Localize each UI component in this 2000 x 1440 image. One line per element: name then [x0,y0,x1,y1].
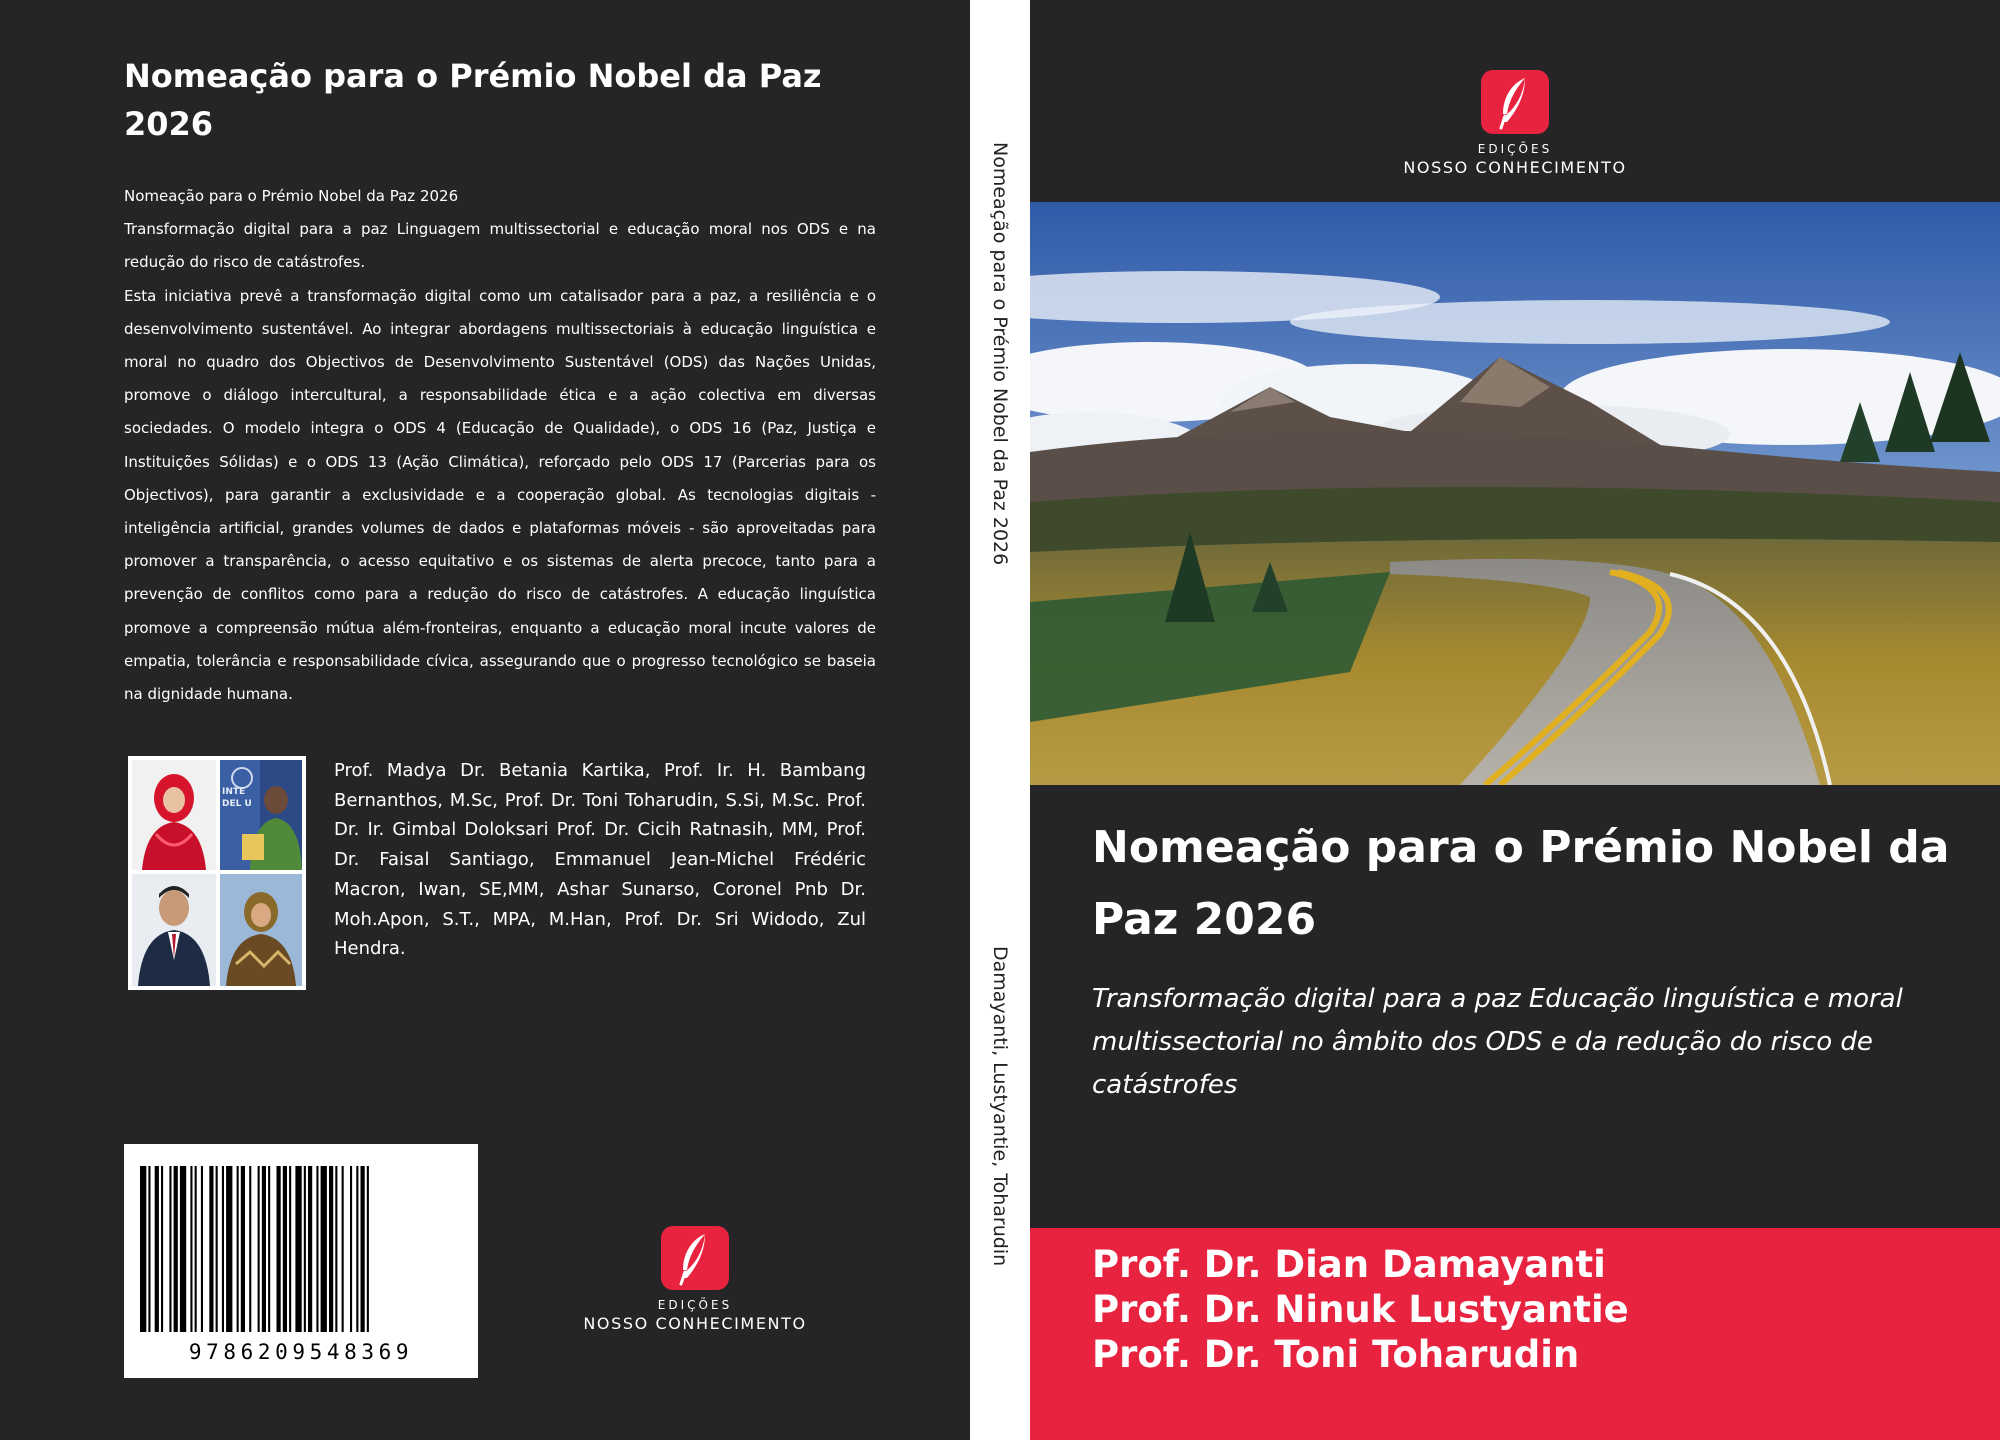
back-cover-author-list: Prof. Madya Dr. Betania Kartika, Prof. Ir. H. Bambang Bernanthos, M.Sc, Prof. Dr. Toni Toharudin, S.Si, M.Sc. Prof. Dr. Ir. Gimbal Doloksari Prof. Dr. Cicih Ratnasih, MM, Prof. Dr. Faisal Santiago, Emmanuel Jean-Michel Frédéric Macron, Iwan, SE,MM, Ashar Sunarso, Coronel Pnb Dr. Moh.Apon, S.T., MPA, M.Han, Prof. Dr. Sri Widodo, Zul Hendra. [334,760,866,960]
barcode-bar [258,1166,260,1332]
back-cover-blurb [124,180,876,711]
barcode-bar [342,1166,344,1332]
back-cover [0,0,970,1440]
feather-icon [661,1226,729,1290]
blurb-paragraph: Transformação digital para a paz Linguagem multissectorial e educação moral nos ODS e na redução do risco de catástrofes. [124,220,876,272]
publisher-logo-front [1370,70,1660,177]
barcode-bar [169,1166,171,1332]
blurb-paragraph: Esta iniciativa prevê a transformação digital como um catalisador para a paz, a resiliência e o desenvolvimento sustentável. Ao integrar abordagens multissectoriais à educação linguística e moral no quadro dos Objectivos de Desenvolvimento Sustentável (ODS) das Nações Unidas, promove o diálogo intercultural, a responsabilidade ética e a ação colectiva em diversas sociedades. O modelo integra o ODS 4 (Educação de Qualidade), o ODS 16 (Paz, Justiça e Instituições Sólidas) e o ODS 13 (Ação Climática), reforçado pelo ODS 17 (Parcerias para os Objectivos), para garantir a exclusividade e a cooperação global. As tecnologias digitais - inteligência artificial, grandes volumes de dados e plataformas móveis - são aproveitadas para promover a transparência, o acesso equitativo e os sistemas de alerta precoce, tanto para a prevenção de conflitos como para a redução do risco de catástrofes. A educação linguística promove a compreensão mútua além-fronteiras, enquanto a educação moral incute valores de empatia, tolerância e responsabilidade cívica, assegurando que o progresso tecnológico se baseia na dignidade humana. [124,286,876,704]
authors-band [1030,1228,2000,1440]
photo-inset-caption: INTE DEL U [222,787,252,809]
spine-authors: Damayanti, Lustyantie, Toharudin [989,946,1011,1267]
barcode-bar [356,1166,358,1332]
barcode-bar [155,1166,159,1332]
barcode-bar [148,1166,150,1332]
barcode-bar [289,1166,291,1332]
barcode-bar [249,1166,251,1332]
front-cover-authors [1092,1242,1629,1377]
feather-icon [1481,70,1549,134]
author-photo-collage [128,756,306,990]
publisher-line1: EDIÇÕES [1477,142,1553,156]
barcode-bar [308,1166,312,1332]
blurb-paragraph: Nomeação para o Prémio Nobel da Paz 2026 [124,187,459,205]
barcode-bar [209,1166,213,1332]
author-photo-3 [132,874,216,986]
barcode-bar [361,1166,365,1332]
barcode-bar [180,1166,186,1332]
spine-title: Nomeação para o Prémio Nobel da Paz 2026 [989,142,1011,566]
publisher-line2: NOSSO CONHECIMENTO [1403,158,1627,177]
front-cover-title: Nomeação para o Prémio Nobel da Paz 2026 [1092,822,1950,945]
author-photo-2 [220,760,302,870]
barcode-bar [241,1166,245,1332]
barcode-bar [316,1166,318,1332]
barcode-bar [161,1166,163,1332]
barcode-bar [226,1166,232,1332]
cover-landscape-photo [1030,202,2000,785]
barcode-bar [321,1166,327,1332]
author-name: Prof. Dr. Ninuk Lustyantie [1092,1288,1629,1331]
barcode-bar [350,1166,352,1332]
barcode-bar [335,1166,337,1332]
barcode-bar [216,1166,218,1332]
back-cover-title: Nomeação para o Prémio Nobel da Paz 2026 [124,57,822,143]
author-name: Prof. Dr. Toni Toharudin [1092,1333,1580,1376]
barcode-bar [268,1166,270,1332]
barcode-bar [277,1166,281,1332]
barcode-bar [222,1166,224,1332]
author-photo-4 [220,874,302,986]
barcode-bar [262,1166,266,1332]
author-photo-1 [132,760,216,870]
barcode-bar [140,1166,146,1332]
barcode-bar [283,1166,287,1332]
front-cover-subtitle: Transformação digital para a paz Educação linguística e moral multissectorial no âmbito dos ODS e da redução do risco de catástrofes [1092,984,1903,1100]
isbn-barcode [124,1144,478,1378]
barcode-bar [201,1166,203,1332]
barcode-bar [195,1166,197,1332]
barcode-bar [295,1166,301,1332]
author-name: Prof. Dr. Dian Damayanti [1092,1243,1606,1286]
publisher-line2: NOSSO CONHECIMENTO [583,1314,807,1333]
barcode-bar [190,1166,192,1332]
barcode-bar [367,1166,369,1332]
publisher-line1: EDIÇÕES [657,1298,733,1312]
barcode-bar [174,1166,178,1332]
front-cover-header [1030,0,2000,196]
barcode-bar [304,1166,306,1332]
front-cover [1030,0,2000,1440]
barcode-bar [329,1166,333,1332]
publisher-logo-back [560,1226,830,1333]
book-spine [970,0,1030,1440]
barcode-bars [124,1144,478,1334]
barcode-digits: 9786209548369 [188,1340,414,1364]
barcode-bar [237,1166,239,1332]
